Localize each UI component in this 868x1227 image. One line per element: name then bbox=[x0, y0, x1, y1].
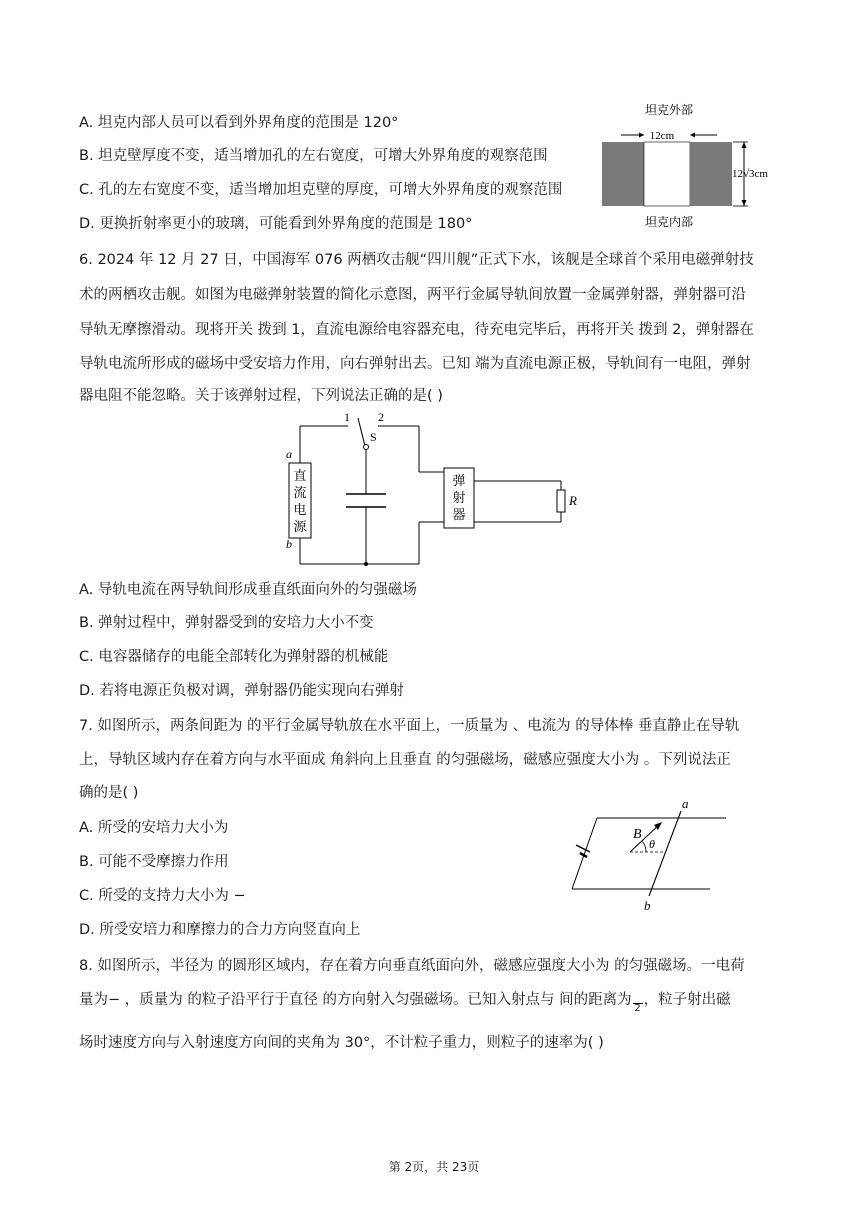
resistor-label: R bbox=[569, 493, 577, 508]
q8-line-3: 场时速度方向与入射速度方向间的夹角为 30°，不计粒子重力，则粒子的速率为( ) bbox=[79, 1035, 604, 1051]
theta-arc bbox=[642, 841, 646, 852]
switch-label: S bbox=[370, 430, 377, 444]
tank-inside-label: 坦克内部 bbox=[644, 215, 694, 229]
q6-option-b: B. 弹射过程中，弹射器受到的安培力大小不变 bbox=[79, 615, 374, 631]
battery-plate-long bbox=[576, 845, 590, 852]
q6-circuit-figure bbox=[278, 408, 588, 576]
page-footer: 第 2页，共 23页 bbox=[388, 1160, 480, 1174]
q6-line-4: 导轨电流所形成的磁场中受安培力作用，向右弹射出去。已知 端为直流电源正极，导轨间有一电阻，弹射 bbox=[79, 356, 751, 372]
arrow-head-top bbox=[742, 142, 747, 148]
source-char-4: 源 bbox=[293, 519, 307, 534]
q6-option-a: A. 导轨电流在两导轨间形成垂直纸面向外的匀强磁场 bbox=[79, 582, 417, 598]
q6-line-2: 术的两栖攻击舰。如图为电磁弹射装置的简化示意图，两平行金属导轨间放置一金属弹射器，弹射器可沿 bbox=[79, 287, 746, 303]
tank-outside-label: 坦克外部 bbox=[644, 103, 694, 117]
terminal-2-label: 2 bbox=[378, 410, 384, 424]
rail-left-connector bbox=[572, 818, 597, 889]
launcher-char-1: 弹 bbox=[452, 473, 466, 488]
tank-wall-right bbox=[690, 142, 732, 206]
q7-option-c: C. 所受的支持力大小为 − bbox=[79, 888, 246, 904]
q8-line-2-tail: ，粒子射出磁 bbox=[643, 992, 731, 1008]
rod-end-a-label: a bbox=[682, 796, 689, 811]
terminal-1-label: 1 bbox=[344, 410, 350, 424]
switch-blade bbox=[358, 418, 365, 446]
rod-end-b-label: b bbox=[644, 898, 651, 913]
q7-line-3: 确的是( ) bbox=[79, 785, 139, 801]
q7-line-1: 7. 如图所示，两条间距为 的平行金属导轨放在水平面上，一质量为 、电流为 的导体棒 垂直静止在导轨 bbox=[79, 718, 740, 734]
height-label: 12√3cm bbox=[732, 168, 768, 180]
terminal-b-label: b bbox=[286, 537, 292, 551]
resistor bbox=[557, 490, 565, 512]
q7-option-d: D. 所受安培力和摩擦力的合力方向竖直向上 bbox=[79, 922, 361, 938]
width-label: 12cm bbox=[649, 130, 675, 142]
q7-rail-figure bbox=[560, 792, 740, 920]
q7-line-2: 上，导轨区域内存在着方向与水平面成 角斜向上且垂直 的匀强磁场，磁感应强度大小为 。下列说法正 bbox=[79, 752, 731, 768]
q5-tank-figure bbox=[596, 94, 796, 234]
launcher-char-3: 器 bbox=[452, 507, 466, 522]
terminal-a-label: a bbox=[286, 447, 292, 461]
tank-wall-left bbox=[602, 142, 644, 206]
arrow-head-bottom bbox=[742, 200, 747, 206]
battery-plate-short bbox=[580, 853, 587, 857]
q6-option-d: D. 若将电源正负极对调，弹射器仍能实现向右弹射 bbox=[79, 683, 404, 699]
switch-pivot bbox=[364, 445, 369, 450]
tank-hole bbox=[644, 142, 690, 206]
arrow-head-right bbox=[690, 133, 695, 138]
q5-option-d: D. 更换折射率更小的玻璃，可能看到外界角度的范围是 180° bbox=[79, 216, 473, 232]
launcher-char-2: 射 bbox=[452, 490, 466, 505]
q7-option-a: A. 所受的安培力大小为 bbox=[79, 820, 229, 836]
source-char-3: 电 bbox=[293, 502, 307, 517]
theta-label: θ bbox=[649, 837, 655, 851]
q6-line-3: 导轨无摩擦滑动。现将开关 拨到 1，直流电源给电容器充电，待充电完毕后，再将开关 拨到 2，弹射器在 bbox=[79, 322, 754, 338]
q7-option-b: B. 可能不受摩擦力作用 bbox=[79, 854, 229, 870]
source-char-2: 流 bbox=[293, 485, 307, 500]
q5-option-b: B. 坦克壁厚度不变，适当增加孔的左右宽度，可增大外界角度的观察范围 bbox=[79, 148, 548, 164]
q5-option-c: C. 孔的左右宽度不变，适当增加坦克壁的厚度，可增大外界角度的观察范围 bbox=[79, 182, 563, 198]
q5-option-a: A. 坦克内部人员可以看到外界角度的范围是 120° bbox=[79, 115, 399, 131]
arrow-head-left bbox=[639, 133, 644, 138]
q8-line-2 bbox=[79, 990, 731, 1014]
q8-fraction bbox=[633, 993, 643, 1014]
conductor-rod bbox=[649, 811, 681, 896]
q6-line-1: 6. 2024 年 12 月 27 日，中国海军 076 两栖攻击舰“四川舰”正式下水，该舰是全球首个采用电磁弹射技 bbox=[79, 252, 754, 268]
q8-fraction-denominator: 2 bbox=[634, 1003, 641, 1014]
q8-line-2-text: 量为− ，质量为 的粒子沿平行于直径 的方向射入匀强磁场。已知入射点与 间的距离为 bbox=[79, 992, 632, 1008]
b-field-label: B bbox=[633, 827, 642, 842]
source-char-1: 直 bbox=[293, 468, 307, 483]
q6-option-c: C. 电容器储存的电能全部转化为弹射器的机械能 bbox=[79, 649, 389, 665]
q8-line-1: 8. 如图所示，半径为 的圆形区域内，存在着方向垂直纸面向外，磁感应强度大小为 的匀强磁场。一电荷 bbox=[79, 958, 745, 974]
q6-line-5: 器电阻不能忽略。关于该弹射过程，下列说法正确的是( ) bbox=[79, 388, 443, 404]
